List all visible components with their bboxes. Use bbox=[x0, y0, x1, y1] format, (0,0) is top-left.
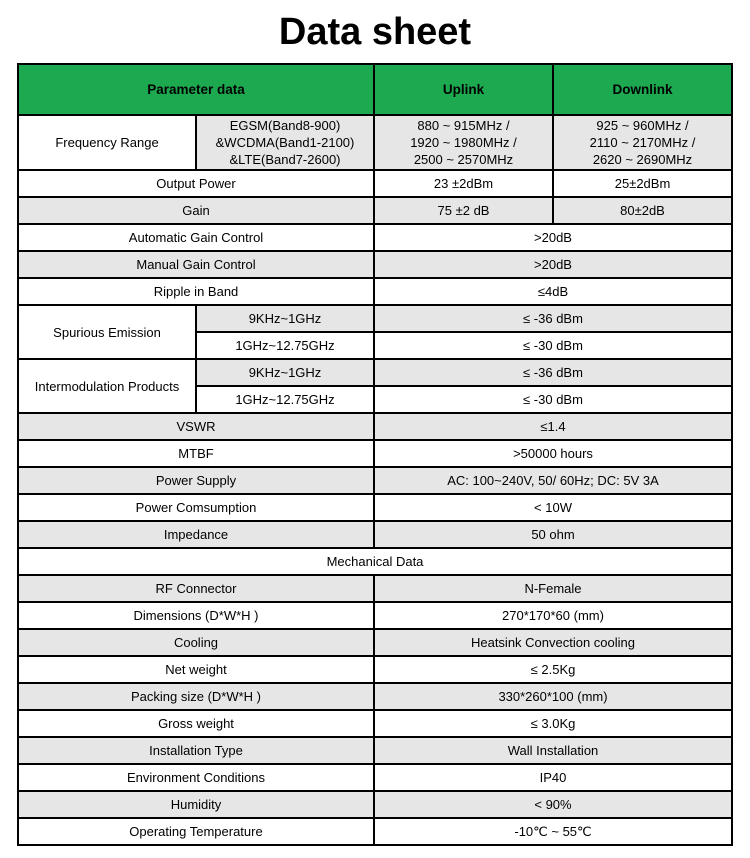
mtbf-value: >50000 hours bbox=[374, 440, 732, 467]
automatic-gain-control-label: Automatic Gain Control bbox=[18, 224, 374, 251]
gain-row bbox=[18, 197, 732, 224]
output-power-label: Output Power bbox=[18, 170, 374, 197]
frequency-range-uplink bbox=[374, 115, 553, 170]
power-supply-label: Power Supply bbox=[18, 467, 374, 494]
output-power-uplink-value: 23 ±2dBm bbox=[374, 170, 553, 197]
spurious-range-1: 9KHz~1GHz bbox=[196, 305, 374, 332]
header-row bbox=[18, 64, 732, 115]
downlink-freq-line: 2620 ~ 2690MHz bbox=[592, 152, 693, 167]
operating-temperature-row bbox=[18, 818, 732, 845]
spurious-value-1: ≤ -36 dBm bbox=[374, 305, 732, 332]
environment-conditions-label: Environment Conditions bbox=[18, 764, 374, 791]
cooling-value: Heatsink Convection cooling bbox=[374, 629, 732, 656]
ripple-in-band-value: ≤4dB bbox=[374, 278, 732, 305]
installation-type-label: Installation Type bbox=[18, 737, 374, 764]
spurious-emission-label: Spurious Emission bbox=[18, 305, 196, 359]
rf-connector-value: N-Female bbox=[374, 575, 732, 602]
power-supply-value: AC: 100~240V, 50/ 60Hz; DC: 5V 3A bbox=[374, 467, 732, 494]
manual-gain-control-label: Manual Gain Control bbox=[18, 251, 374, 278]
header-parameter-data: Parameter data bbox=[18, 64, 374, 115]
vswr-row bbox=[18, 413, 732, 440]
environment-conditions-value: IP40 bbox=[374, 764, 732, 791]
net-weight-row bbox=[18, 656, 732, 683]
frequency-range-row bbox=[18, 115, 732, 170]
intermodulation-row-1 bbox=[18, 359, 732, 386]
power-consumption-value: < 10W bbox=[374, 494, 732, 521]
uplink-freq-line: 1920 ~ 1980MHz / bbox=[410, 135, 517, 150]
frequency-range-downlink bbox=[553, 115, 732, 170]
vswr-label: VSWR bbox=[18, 413, 374, 440]
dimensions-label: Dimensions (D*W*H ) bbox=[18, 602, 374, 629]
automatic-gain-control-row bbox=[18, 224, 732, 251]
intermodulation-value-1: ≤ -36 dBm bbox=[374, 359, 732, 386]
rf-connector-row bbox=[18, 575, 732, 602]
intermodulation-value-2: ≤ -30 dBm bbox=[374, 386, 732, 413]
vswr-value: ≤1.4 bbox=[374, 413, 732, 440]
net-weight-label: Net weight bbox=[18, 656, 374, 683]
output-power-row bbox=[18, 170, 732, 197]
intermodulation-range-2: 1GHz~12.75GHz bbox=[196, 386, 374, 413]
installation-type-row bbox=[18, 737, 732, 764]
impedance-value: 50 ohm bbox=[374, 521, 732, 548]
gross-weight-row bbox=[18, 710, 732, 737]
gross-weight-label: Gross weight bbox=[18, 710, 374, 737]
automatic-gain-control-value: >20dB bbox=[374, 224, 732, 251]
frequency-range-label: Frequency Range bbox=[18, 115, 196, 170]
humidity-value: < 90% bbox=[374, 791, 732, 818]
spurious-emission-row-1 bbox=[18, 305, 732, 332]
intermodulation-label: Intermodulation Products bbox=[18, 359, 196, 413]
rf-connector-label: RF Connector bbox=[18, 575, 374, 602]
gain-uplink-value: 75 ±2 dB bbox=[374, 197, 553, 224]
ripple-in-band-row bbox=[18, 278, 732, 305]
ripple-in-band-label: Ripple in Band bbox=[18, 278, 374, 305]
cooling-label: Cooling bbox=[18, 629, 374, 656]
packing-size-row bbox=[18, 683, 732, 710]
gross-weight-value: ≤ 3.0Kg bbox=[374, 710, 732, 737]
downlink-freq-line: 2110 ~ 2170MHz / bbox=[589, 135, 696, 150]
mtbf-row bbox=[18, 440, 732, 467]
band-line: EGSM(Band8-900) bbox=[229, 118, 341, 133]
header-downlink: Downlink bbox=[553, 64, 732, 115]
impedance-label: Impedance bbox=[18, 521, 374, 548]
packing-size-label: Packing size (D*W*H ) bbox=[18, 683, 374, 710]
frequency-range-bands bbox=[196, 115, 374, 170]
humidity-row bbox=[18, 791, 732, 818]
header-uplink: Uplink bbox=[374, 64, 553, 115]
spurious-range-2: 1GHz~12.75GHz bbox=[196, 332, 374, 359]
output-power-downlink-value: 25±2dBm bbox=[553, 170, 732, 197]
humidity-label: Humidity bbox=[18, 791, 374, 818]
impedance-row bbox=[18, 521, 732, 548]
power-consumption-label: Power Comsumption bbox=[18, 494, 374, 521]
gain-downlink-value: 80±2dB bbox=[553, 197, 732, 224]
power-supply-row bbox=[18, 467, 732, 494]
spurious-value-2: ≤ -30 dBm bbox=[374, 332, 732, 359]
dimensions-value: 270*170*60 (mm) bbox=[374, 602, 732, 629]
dimensions-row bbox=[18, 602, 732, 629]
cooling-row bbox=[18, 629, 732, 656]
net-weight-value: ≤ 2.5Kg bbox=[374, 656, 732, 683]
mechanical-data-section-title: Mechanical Data bbox=[18, 548, 732, 575]
mtbf-label: MTBF bbox=[18, 440, 374, 467]
manual-gain-control-value: >20dB bbox=[374, 251, 732, 278]
packing-size-value: 330*260*100 (mm) bbox=[374, 683, 732, 710]
mechanical-data-section-row bbox=[18, 548, 732, 575]
downlink-freq-line: 925 ~ 960MHz / bbox=[596, 118, 689, 133]
operating-temperature-value: -10℃ ~ 55℃ bbox=[374, 818, 732, 845]
installation-type-value: Wall Installation bbox=[374, 737, 732, 764]
gain-label: Gain bbox=[18, 197, 374, 224]
operating-temperature-label: Operating Temperature bbox=[18, 818, 374, 845]
page-title: Data sheet bbox=[278, 11, 472, 53]
power-consumption-row bbox=[18, 494, 732, 521]
datasheet-table bbox=[17, 63, 733, 846]
band-line: &LTE(Band7-2600) bbox=[229, 152, 341, 167]
intermodulation-range-1: 9KHz~1GHz bbox=[196, 359, 374, 386]
environment-conditions-row bbox=[18, 764, 732, 791]
uplink-freq-line: 2500 ~ 2570MHz bbox=[413, 152, 514, 167]
band-line: &WCDMA(Band1-2100) bbox=[215, 135, 355, 150]
manual-gain-control-row bbox=[18, 251, 732, 278]
uplink-freq-line: 880 ~ 915MHz / bbox=[417, 118, 510, 133]
